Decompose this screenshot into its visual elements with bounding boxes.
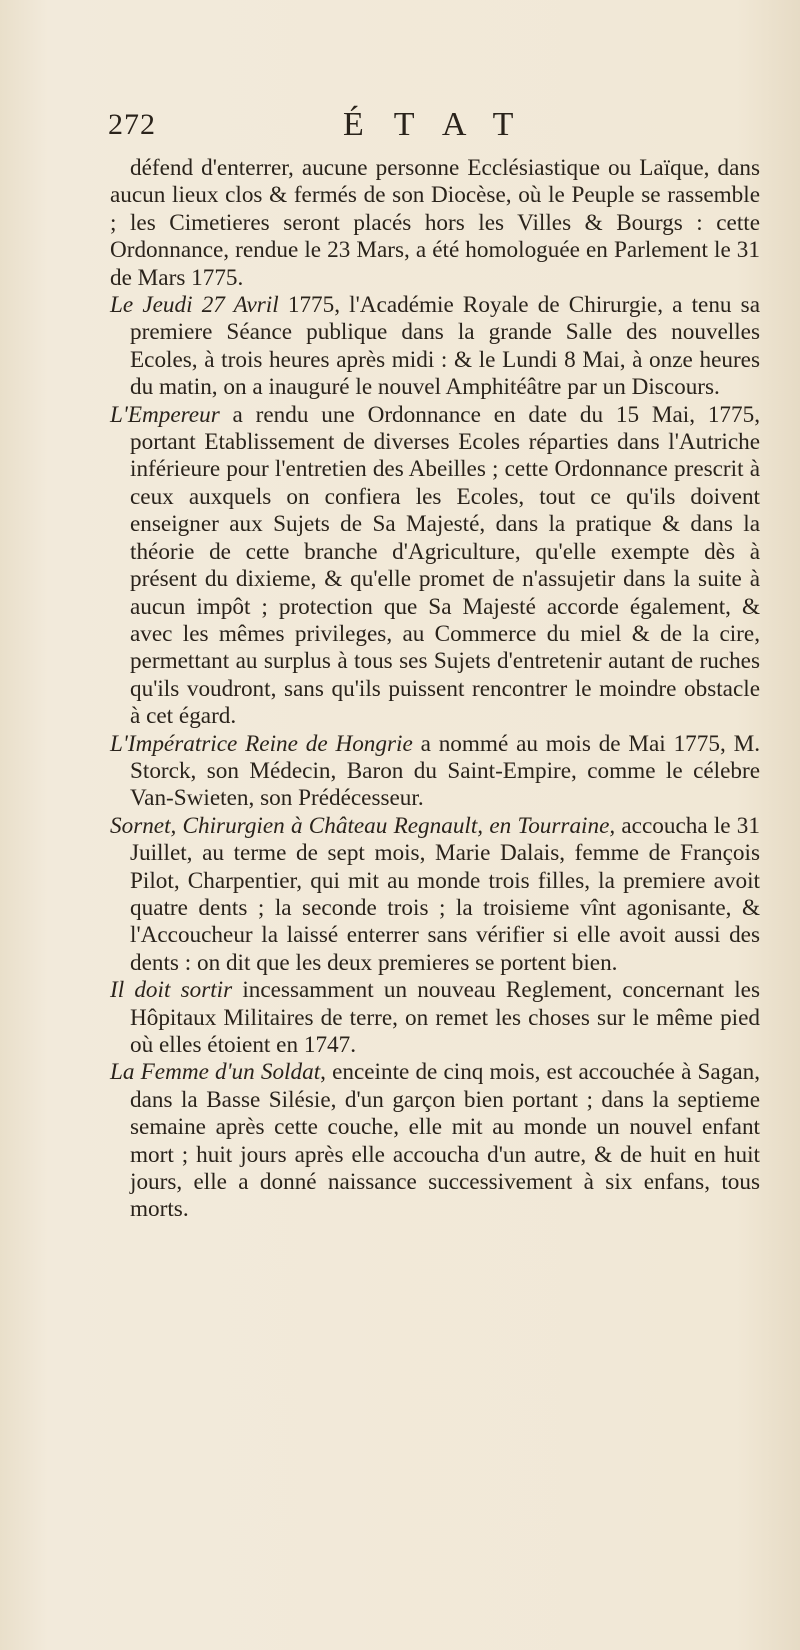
paragraph-text: a nommé au mois de Mai 1775, M. Storck, son Médecin, Baron du Saint-Empire, comme le célebre Van-Swieten, son Prédécesseur.	[130, 730, 760, 812]
paragraph-lead: L'Impératrice Reine de Hongrie	[110, 730, 413, 757]
paragraph-text: , enceinte de cinq mois, est accouchée à Sagan, dans la Basse Silésie, d'un garçon bien portant ; dans la septieme semaine après cette couche, elle mit au monde un nouvel enfant mort ; huit jours après elle accoucha d'un autre, & de huit en huit jours, elle a donné naissance successivement à six enfans, tous morts.	[130, 1059, 760, 1223]
paragraph-lead: L'Empereur	[110, 401, 220, 428]
paragraph-sornet-chirurgien	[110, 813, 760, 977]
paragraph-text: accoucha le 31 Juillet, au terme de sept mois, Marie Dalais, femme de François Pilot, Charpentier, qui mit au monde trois filles, la premiere avoit quatre dents ; la seconde trois ; la troisieme vînt agonisante, & l'Accoucheur la laissé enterrer sans vérifier si elle avoit aussi des dents : on dit que les deux premieres se portent bien.	[130, 812, 760, 976]
page-header	[108, 108, 728, 158]
paragraph-text: défend d'enterrer, aucune personne Ecclésiastique ou Laïque, dans aucun lieux clos & fermés de son Diocèse, où le Peuple se rassemble ; les Cimetieres seront placés hors les Villes & Bourgs : cette Ordonnance, rendue le 23 Mars, a été homologuée en Parlement le 31 de Mars 1775.	[110, 155, 760, 291]
body-text	[110, 155, 760, 1224]
paragraph-lead: Le Jeudi 27 Avril	[110, 292, 279, 319]
paragraph-text: a rendu une Ordonnance en date du 15 Mai, 1775, portant Etablissement de diverses Ecoles réparties dans l'Autriche inférieure pour l'entretien des Abeilles ; cette Ordonnance prescrit à ceux auxquels on confiera les Ecoles, tout ce qu'ils doivent enseigner aux Sujets de Sa Majesté, dans la pratique & dans la théorie de cette branche d'Agriculture, qu'elle exempte dès à présent du dixieme, & qu'elle promet de n'assujetir dans la suite à aucun impôt ; protection que Sa Majesté accorde également, & avec les mêmes privileges, au Commerce du miel & de la cire, permettant au surplus à tous ses Sujets d'entretenir autant de ruches qu'ils voudront, sans qu'ils puissent rencontrer le moindre obstacle à cet égard.	[130, 401, 760, 730]
page-number: 272	[108, 108, 156, 141]
paragraph-text: incessamment un nouveau Reglement, concernant les Hôpitaux Militaires de terre, on remet les choses sur le même pied où elles étoient en 1747.	[130, 977, 760, 1058]
running-head: ÉTAT	[343, 106, 544, 143]
paragraph-text: 1775, l'Académie Royale de Chirurgie, a tenu sa premiere Séance publique dans la grande Salle des nouvelles Ecoles, à trois heures après midi : & le Lundi 8 Mai, à onze heures du matin, on a inauguré le nouvel Amphitéâtre par un Discours.	[130, 292, 760, 401]
paragraph-lead: Sornet, Chirurgien à Château Regnault, en Tourraine,	[110, 812, 616, 839]
paragraph-lead: La Femme d'un Soldat	[110, 1059, 321, 1086]
paragraph-reglement-hopitaux	[110, 977, 760, 1059]
paragraph-imperatrice-storck	[110, 731, 760, 813]
paragraph-continuation	[110, 155, 760, 292]
paragraph-academie-chirurgie	[110, 292, 760, 402]
paragraph-femme-soldat	[110, 1059, 760, 1223]
paragraph-lead: Il doit sortir	[110, 977, 233, 1004]
paragraph-empereur-abeilles	[110, 402, 760, 731]
